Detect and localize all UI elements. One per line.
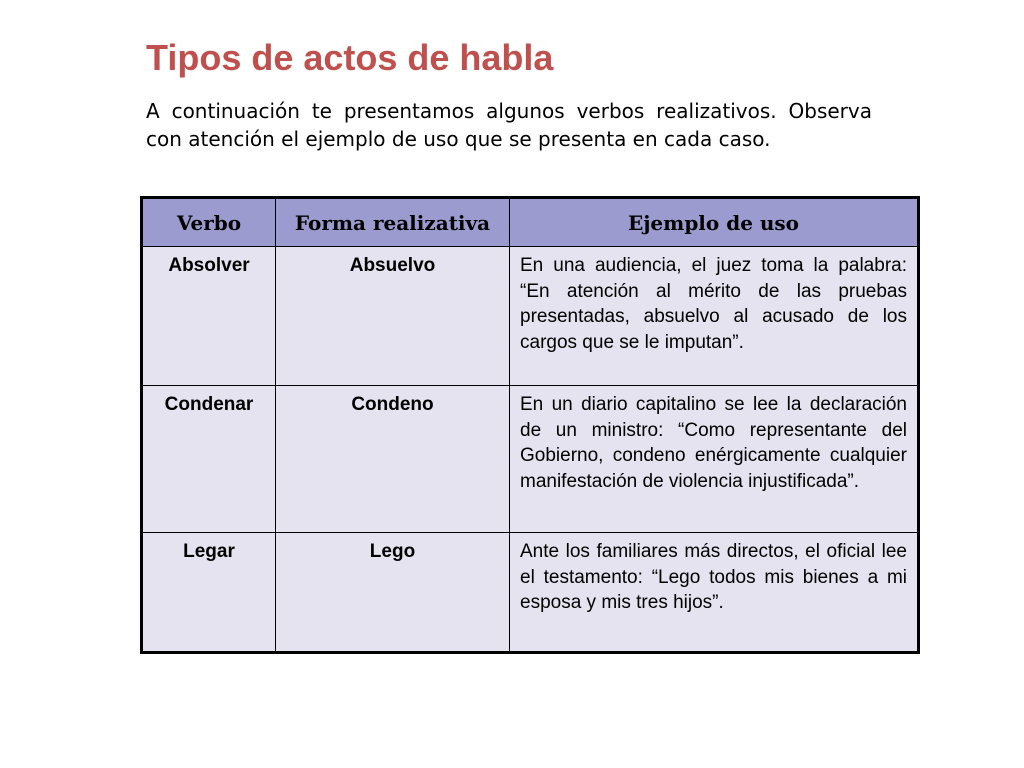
verb-cell: Condenar [142,386,276,533]
column-header-form: Forma realizativa [276,198,510,247]
page-title: Tipos de actos de habla [146,37,554,78]
form-cell: Absuelvo [276,247,510,386]
verbs-table [140,196,920,654]
table-header [142,198,919,247]
table-row [142,247,919,386]
column-header-example: Ejemplo de uso [510,198,919,247]
table-header-row [142,198,919,247]
form-cell: Lego [276,533,510,653]
table-body [142,247,919,653]
table-row [142,386,919,533]
verb-cell: Legar [142,533,276,653]
table-row [142,533,919,653]
column-header-verb: Verbo [142,198,276,247]
example-cell: Ante los familiares más directos, el oficial lee el testamento: “Lego todos mis bienes a mi esposa y mis tres hijos”. [510,533,919,653]
form-cell: Condeno [276,386,510,533]
verb-cell: Absolver [142,247,276,386]
intro-paragraph: A continuación te presentamos algunos verbos realizativos. Observa con atención el ejemplo de uso que se presenta en cada caso. [146,99,872,151]
example-cell: En un diario capitalino se lee la declaración de un ministro: “Como representante del Gobierno, condeno enérgicamente cualquier manifestación de violencia injustificada”. [510,386,919,533]
example-cell: En una audiencia, el juez toma la palabra: “En atención al mérito de las pruebas presentadas, absuelvo al acusado de los cargos que se le imputan”. [510,247,919,386]
